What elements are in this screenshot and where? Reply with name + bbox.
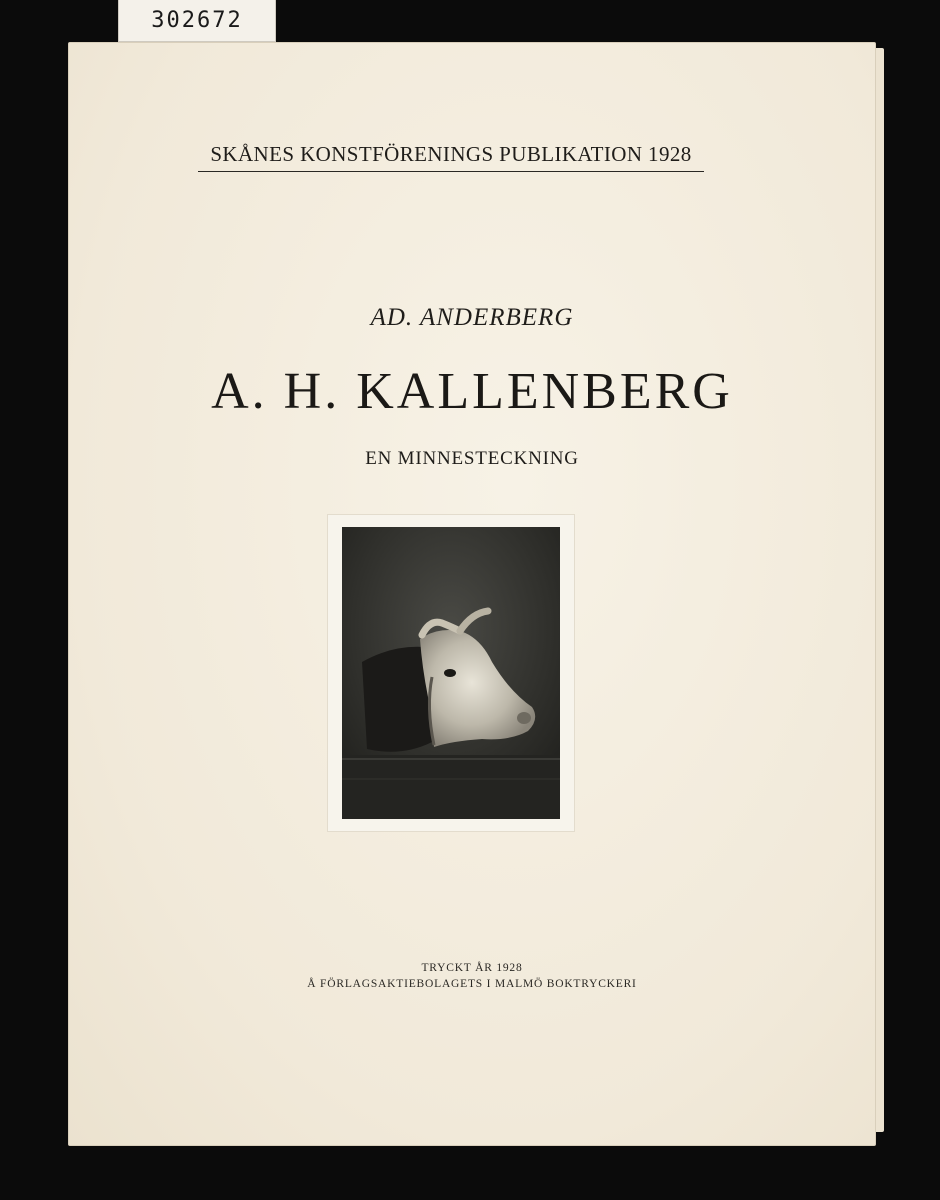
book-title: A. H. KALLENBERG — [211, 363, 733, 420]
book-subtitle: EN MINNESTECKNING — [365, 448, 579, 469]
cow-portrait-illustration — [342, 527, 560, 819]
author-name: AD. ANDERBERG — [370, 304, 574, 331]
cow-portrait-svg — [342, 527, 560, 819]
imprint-line-2: Å FÖRLAGSAKTIEBOLAGETS I MALMÖ BOKTRYCKERI — [307, 978, 637, 990]
series-heading: SKÅNES KONSTFÖRENINGS PUBLIKATION 1928 — [198, 142, 704, 172]
catalog-number-label: 302672 — [118, 0, 276, 42]
imprint-line-1: TRYCKT ÅR 1928 — [421, 962, 523, 974]
imprint — [68, 960, 876, 992]
plate-mount — [328, 515, 574, 831]
book-cover — [68, 42, 876, 1146]
